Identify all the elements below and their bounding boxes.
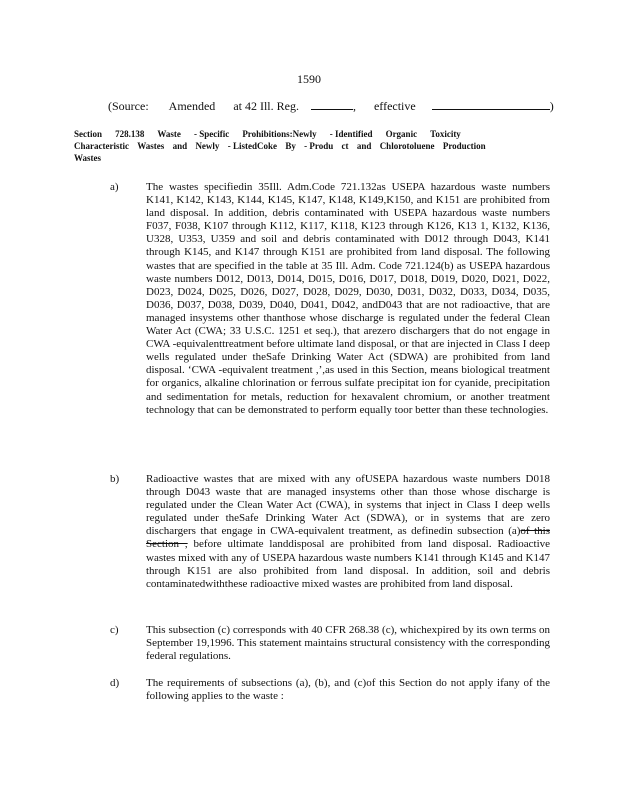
source-effective: effective: [373, 99, 416, 113]
heading-line-3: Wastes: [74, 153, 101, 163]
heading-word: Characteristic: [74, 141, 129, 151]
subsection-text: This subsection (c) corresponds with 40 CFR 268.38 (c), whichexpired by its own terms on September 19,1996. This statement maintains structural consistency with the corresponding federal regulations.: [146, 624, 550, 663]
text-after-strike: before ultimate landdisposal are prohibited from land disposal. Radioactive wastes mixed with any of USEPA hazardous waste numbers K141 through K145 and K147 through K151 are also prohibited from land disposal. In addition, soil and debris contaminatedwiththese radioactive mixed wastes are prohibited from land disposal.: [146, 538, 551, 590]
section-heading: [74, 128, 514, 164]
text-before-strike: Radioactive wastes that are mixed with any ofUSEPA hazardous waste numbers D018 through D043 waste that are managed insystems other than those whose discharge is regulated under the Clean Water Act (CWA), in systems that inject in Class I deep wells regulated under theSafe Drinking Water Act (SDWA), or in systems that are zero dischargers that engage in CWA-equivalent treatment, as definedin subsection (a): [146, 473, 550, 538]
heading-word: - Specific: [193, 129, 230, 139]
subsection-b: [110, 473, 550, 591]
subsection-d: [110, 677, 550, 703]
effective-date-blank: [432, 99, 550, 110]
heading-word: By: [285, 141, 296, 151]
subsection-c: [110, 624, 550, 663]
heading-word: Prohibitions:Newly: [242, 129, 317, 139]
struck-text: of this Section ,: [146, 525, 550, 551]
source-amended: Amended: [168, 99, 216, 113]
source-prefix: (Source:: [108, 99, 149, 113]
heading-word: 728.138: [115, 129, 145, 139]
heading-word: - Identified: [329, 129, 373, 139]
subsection-text: The wastes specifiedin 35Ill. Adm.Code 721.132as USEPA hazardous waste numbers K141, K142, K143, K144, K145, K147, K148, K149,K150, and K151 are prohibited from land disposal. In addition, debris contaminated with USEPA hazardous waste numbers F037, F038, K107 through K112, K117, K118, K123 through K126, K13 1, K132, K136, U328, U353, U359 and soil and debris contaminated with D012 through D043, K141 through K145, and K147 through K151 are prohibited from land disposal. The following wastes that are specified in the table at 35 Ill. Adm. Code 721.124(b) as USEPA hazardous waste numbers D012, D013, D014, D015, D016, D017, D018, D019, D020, D021, D022, D023, D024, D025, D026, D027, D028, D029, D030, D031, D032, D033, D034, D035, D036, D037, D038, D039, D040, D041, D042, andD043 that are not radioactive, that are managed insystems other thanthose whose discharge is regulated under the federal Clean Water Act (CWA; 33 U.S.C. 1251 et seq.), that arezero dischargers that do not engage in CWA -equivalenttreatment before ultimate land disposal, or that are injected in Class I deep wells regulated under theSafe Drinking Water Act (SDWA) are prohibited from land disposal. ‘CWA -equivalent treatment ,’,as used in this Section, means biological treatment for organics, alkaline chlorination or ferrous sulfate precipitat ion for cyanide, precipitation and sedimentation for metals, reduction for hexavalent chromium, or another treatment technology that can be demonstrated to perform equally toor better than these technologies.: [146, 181, 550, 416]
subsection-label: a): [110, 181, 119, 193]
heading-word: - ListedCoke: [227, 141, 277, 151]
heading-word: Production: [442, 141, 486, 151]
heading-word: Chlorotoluene: [379, 141, 435, 151]
heading-word: Organic: [385, 129, 418, 139]
heading-word: Wastes: [137, 141, 165, 151]
heading-word: Waste: [157, 129, 181, 139]
page-number: 1590: [297, 72, 321, 86]
heading-word: Toxicity: [430, 129, 461, 139]
heading-word: and: [356, 141, 372, 151]
subsection-label: d): [110, 677, 120, 689]
source-register: at 42 Ill. Reg.: [233, 99, 299, 113]
subsection-text: The requirements of subsections (a), (b), and (c)of this Section do not apply ifany of the following applies to the waste :: [146, 677, 550, 703]
subsection-text: [146, 473, 550, 591]
source-suffix: ): [549, 99, 554, 113]
heading-line-1: [74, 128, 514, 140]
subsection-label: b): [110, 473, 120, 485]
heading-word: ct: [341, 141, 349, 151]
heading-line-2: [74, 140, 514, 152]
heading-word: Section: [74, 129, 102, 139]
source-comma: ,: [352, 99, 356, 113]
source-note: [108, 99, 554, 114]
register-page-blank: [311, 99, 353, 110]
subsection-a: [110, 181, 550, 417]
heading-word: Newly: [195, 141, 220, 151]
heading-word: and: [172, 141, 188, 151]
subsection-label: c): [110, 624, 119, 636]
heading-word: - Produ: [304, 141, 334, 151]
